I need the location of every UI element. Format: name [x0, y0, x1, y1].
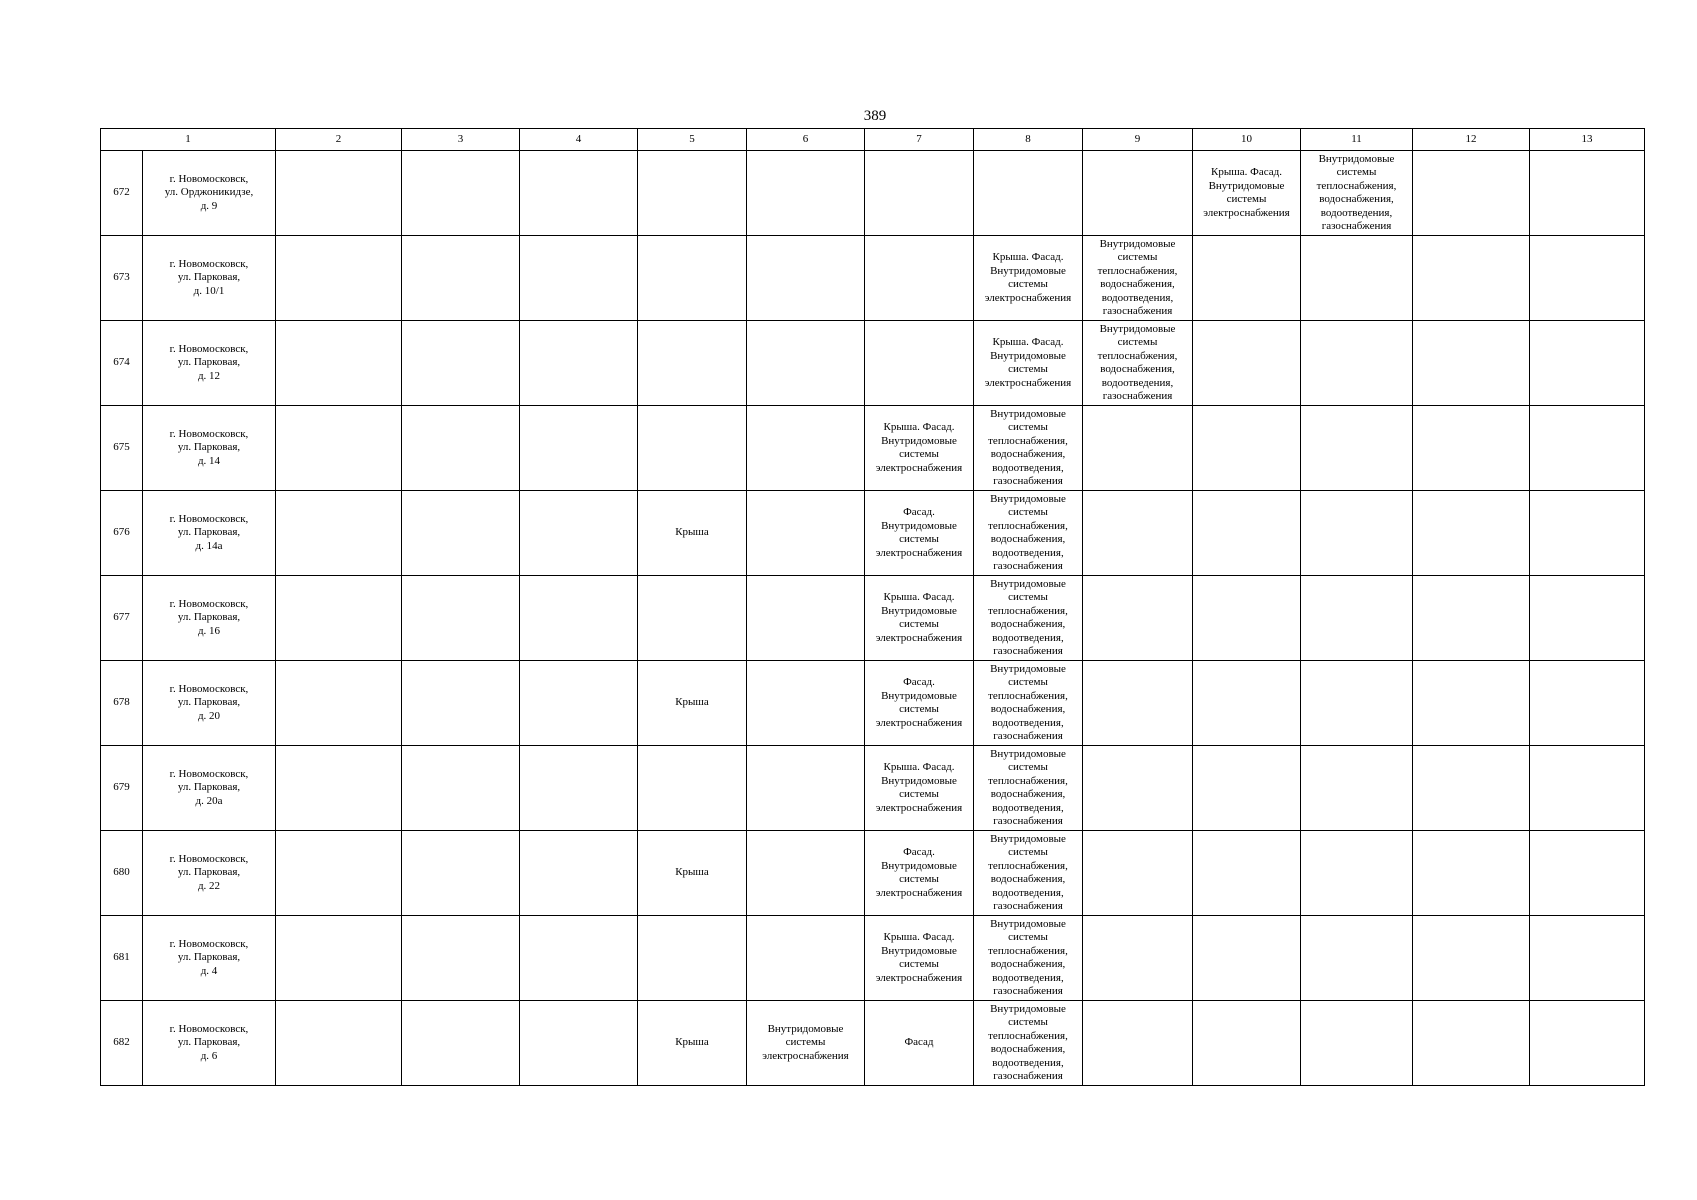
cell-col-13	[1530, 661, 1645, 746]
cell-col-8	[974, 321, 1083, 406]
table-row	[101, 406, 1645, 491]
address-cell	[143, 236, 276, 321]
cell-col-2	[276, 746, 402, 831]
cell-col-10	[1193, 576, 1301, 661]
cell-col-8-text: Крыша. Фасад. Внутридомовые системы электроснабжения	[984, 251, 1072, 304]
cell-col-2	[276, 151, 402, 236]
cell-col-8-text: Внутридомовые системы теплоснабжения, водоснабжения, водоотведения, газоснабжения	[988, 747, 1068, 827]
column-header-8	[974, 129, 1083, 151]
cell-col-11	[1301, 236, 1413, 321]
cell-col-10	[1193, 321, 1301, 406]
cell-col-2	[276, 1001, 402, 1086]
row-number-text: 676	[113, 526, 130, 539]
address-cell-text: г. Новомосковск, ул. Парковая, д. 12	[169, 342, 249, 382]
row-number	[101, 661, 143, 746]
cell-col-9-text: Внутридомовые системы теплоснабжения, водоснабжения, водоотведения, газоснабжения	[1097, 322, 1178, 402]
cell-col-11	[1301, 491, 1413, 576]
cell-col-3	[402, 661, 520, 746]
address-cell-text: г. Новомосковск, ул. Парковая, д. 22	[169, 852, 249, 892]
column-header-3-text: 3	[457, 132, 464, 145]
cell-col-5	[638, 491, 747, 576]
cell-col-3	[402, 406, 520, 491]
cell-col-7	[865, 321, 974, 406]
row-number-text: 675	[113, 441, 130, 454]
cell-col-2	[276, 916, 402, 1001]
address-cell-text: г. Новомосковск, ул. Парковая, д. 6	[169, 1022, 249, 1062]
cell-col-13	[1530, 831, 1645, 916]
row-number	[101, 831, 143, 916]
cell-col-5	[638, 236, 747, 321]
cell-col-12	[1413, 576, 1530, 661]
cell-col-13	[1530, 151, 1645, 236]
cell-col-7	[865, 916, 974, 1001]
cell-col-3	[402, 321, 520, 406]
cell-col-8-text: Внутридомовые системы теплоснабжения, водоснабжения, водоотведения, газоснабжения	[988, 1002, 1068, 1082]
cell-col-8	[974, 1001, 1083, 1086]
row-number	[101, 916, 143, 1001]
cell-col-8	[974, 746, 1083, 831]
address-cell	[143, 1001, 276, 1086]
cell-col-5	[638, 1001, 747, 1086]
cell-col-6	[747, 321, 865, 406]
cell-col-6	[747, 746, 865, 831]
column-header-6-text: 6	[802, 132, 809, 145]
cell-col-7-text: Крыша. Фасад. Внутридомовые системы электроснабжения	[875, 421, 963, 474]
address-cell	[143, 831, 276, 916]
address-cell-text: г. Новомосковск, ул. Парковая, д. 20	[169, 682, 249, 722]
cell-col-13	[1530, 321, 1645, 406]
cell-col-3	[402, 916, 520, 1001]
cell-col-4	[520, 916, 638, 1001]
cell-col-2	[276, 831, 402, 916]
cell-col-4	[520, 1001, 638, 1086]
table-row	[101, 491, 1645, 576]
cell-col-5	[638, 916, 747, 1001]
cell-col-4	[520, 236, 638, 321]
row-number	[101, 236, 143, 321]
cell-col-4	[520, 151, 638, 236]
cell-col-7	[865, 746, 974, 831]
row-number	[101, 576, 143, 661]
column-header-9	[1083, 129, 1193, 151]
cell-col-8	[974, 406, 1083, 491]
cell-col-13	[1530, 236, 1645, 321]
address-cell	[143, 151, 276, 236]
cell-col-8	[974, 576, 1083, 661]
cell-col-4	[520, 491, 638, 576]
cell-col-11	[1301, 1001, 1413, 1086]
address-cell	[143, 406, 276, 491]
table-row	[101, 576, 1645, 661]
cell-col-5	[638, 576, 747, 661]
cell-col-4	[520, 661, 638, 746]
table-row	[101, 151, 1645, 236]
cell-col-13	[1530, 1001, 1645, 1086]
cell-col-7	[865, 406, 974, 491]
address-cell-text: г. Новомосковск, ул. Парковая, д. 20а	[169, 767, 249, 807]
cell-col-11-text: Внутридомовые системы теплоснабжения, водоснабжения, водоотведения, газоснабжения	[1316, 152, 1397, 232]
cell-col-12	[1413, 151, 1530, 236]
cell-col-3	[402, 746, 520, 831]
column-header-8-text: 8	[1025, 132, 1031, 145]
cell-col-11	[1301, 576, 1413, 661]
cell-col-9	[1083, 661, 1193, 746]
cell-col-5	[638, 831, 747, 916]
column-header-4-text: 4	[575, 132, 582, 145]
cell-col-12	[1413, 916, 1530, 1001]
column-header-12	[1413, 129, 1530, 151]
cell-col-2	[276, 491, 402, 576]
cell-col-9	[1083, 1001, 1193, 1086]
cell-col-6	[747, 661, 865, 746]
cell-col-8	[974, 661, 1083, 746]
cell-col-9	[1083, 831, 1193, 916]
cell-col-4	[520, 831, 638, 916]
cell-col-10	[1193, 236, 1301, 321]
cell-col-10	[1193, 151, 1301, 236]
table-row	[101, 746, 1645, 831]
cell-col-5-text: Крыша	[675, 526, 709, 539]
address-cell-text: г. Новомосковск, ул. Орджоникидзе, д. 9	[164, 172, 254, 212]
cell-col-6	[747, 236, 865, 321]
row-number	[101, 1001, 143, 1086]
cell-col-9	[1083, 406, 1193, 491]
column-header-5	[638, 129, 747, 151]
cell-col-5-text: Крыша	[675, 866, 709, 879]
cell-col-13	[1530, 406, 1645, 491]
address-cell-text: г. Новомосковск, ул. Парковая, д. 4	[169, 937, 249, 977]
cell-col-13	[1530, 746, 1645, 831]
cell-col-8-text: Внутридомовые системы теплоснабжения, водоснабжения, водоотведения, газоснабжения	[988, 577, 1068, 657]
address-cell	[143, 576, 276, 661]
table-row	[101, 661, 1645, 746]
row-number-text: 678	[113, 696, 130, 709]
cell-col-7	[865, 151, 974, 236]
column-header-11	[1301, 129, 1413, 151]
column-header-1	[101, 129, 276, 151]
address-cell-text: г. Новомосковск, ул. Парковая, д. 10/1	[169, 257, 249, 297]
cell-col-7-text: Фасад. Внутридомовые системы электроснабжения	[875, 676, 963, 729]
cell-col-8	[974, 491, 1083, 576]
cell-col-12	[1413, 831, 1530, 916]
row-number-text: 673	[113, 271, 130, 284]
cell-col-11	[1301, 746, 1413, 831]
column-header-10-text: 10	[1241, 132, 1252, 145]
column-header-7	[865, 129, 974, 151]
column-header-5-text: 5	[689, 132, 695, 145]
cell-col-7-text: Фасад. Внутридомовые системы электроснабжения	[875, 846, 963, 899]
cell-col-7	[865, 1001, 974, 1086]
cell-col-3	[402, 491, 520, 576]
cell-col-9	[1083, 151, 1193, 236]
cell-col-13	[1530, 576, 1645, 661]
column-header-13-text: 13	[1581, 132, 1593, 145]
address-cell-text: г. Новомосковск, ул. Парковая, д. 16	[169, 597, 249, 637]
row-number-text: 681	[113, 951, 130, 964]
cell-col-3	[402, 1001, 520, 1086]
row-number-text: 680	[113, 866, 130, 879]
cell-col-3	[402, 236, 520, 321]
cell-col-6	[747, 406, 865, 491]
cell-col-8-text: Крыша. Фасад. Внутридомовые системы электроснабжения	[984, 336, 1072, 389]
cell-col-5-text: Крыша	[675, 1036, 709, 1049]
column-header-10	[1193, 129, 1301, 151]
cell-col-7	[865, 236, 974, 321]
column-header-12-text: 12	[1465, 132, 1477, 145]
cell-col-8-text: Внутридомовые системы теплоснабжения, водоснабжения, водоотведения, газоснабжения	[988, 662, 1068, 742]
cell-col-9	[1083, 236, 1193, 321]
cell-col-10	[1193, 1001, 1301, 1086]
cell-col-10	[1193, 746, 1301, 831]
column-header-6	[747, 129, 865, 151]
cell-col-12	[1413, 491, 1530, 576]
row-number-text: 677	[113, 611, 130, 624]
cell-col-12	[1413, 746, 1530, 831]
cell-col-5	[638, 661, 747, 746]
repair-schedule-table	[100, 128, 1645, 1086]
row-number	[101, 491, 143, 576]
cell-col-6	[747, 576, 865, 661]
address-cell	[143, 491, 276, 576]
table-row	[101, 916, 1645, 1001]
cell-col-6	[747, 491, 865, 576]
column-header-2	[276, 129, 402, 151]
cell-col-12	[1413, 321, 1530, 406]
address-cell	[143, 746, 276, 831]
cell-col-9	[1083, 916, 1193, 1001]
cell-col-5	[638, 406, 747, 491]
cell-col-13	[1530, 916, 1645, 1001]
cell-col-13	[1530, 491, 1645, 576]
cell-col-2	[276, 321, 402, 406]
row-number	[101, 321, 143, 406]
column-header-row	[101, 129, 1645, 151]
cell-col-8-text: Внутридомовые системы теплоснабжения, водоснабжения, водоотведения, газоснабжения	[988, 492, 1068, 572]
cell-col-9	[1083, 321, 1193, 406]
address-cell	[143, 916, 276, 1001]
cell-col-12	[1413, 1001, 1530, 1086]
address-cell	[143, 321, 276, 406]
cell-col-10-text: Крыша. Фасад. Внутридомовые системы электроснабжения	[1203, 166, 1290, 219]
cell-col-8-text: Внутридомовые системы теплоснабжения, водоснабжения, водоотведения, газоснабжения	[988, 917, 1068, 997]
cell-col-7-text: Крыша. Фасад. Внутридомовые системы электроснабжения	[875, 931, 963, 984]
table-row	[101, 321, 1645, 406]
cell-col-10	[1193, 916, 1301, 1001]
cell-col-7	[865, 831, 974, 916]
row-number	[101, 406, 143, 491]
table-row	[101, 236, 1645, 321]
address-cell	[143, 661, 276, 746]
row-number	[101, 151, 143, 236]
cell-col-2	[276, 406, 402, 491]
cell-col-9	[1083, 746, 1193, 831]
cell-col-8	[974, 151, 1083, 236]
cell-col-10	[1193, 491, 1301, 576]
cell-col-4	[520, 746, 638, 831]
row-number-text: 674	[113, 356, 130, 369]
cell-col-2	[276, 661, 402, 746]
cell-col-9	[1083, 491, 1193, 576]
row-number-text: 679	[113, 781, 130, 794]
cell-col-5-text: Крыша	[675, 696, 709, 709]
cell-col-8-text: Внутридомовые системы теплоснабжения, водоснабжения, водоотведения, газоснабжения	[988, 407, 1068, 487]
cell-col-3	[402, 151, 520, 236]
cell-col-5	[638, 321, 747, 406]
cell-col-7-text: Крыша. Фасад. Внутридомовые системы электроснабжения	[875, 591, 963, 644]
cell-col-12	[1413, 406, 1530, 491]
column-header-7-text: 7	[916, 132, 922, 145]
cell-col-7-text: Крыша. Фасад. Внутридомовые системы электроснабжения	[875, 761, 963, 814]
column-header-13	[1530, 129, 1645, 151]
table-row	[101, 1001, 1645, 1086]
address-cell-text: г. Новомосковск, ул. Парковая, д. 14	[169, 427, 249, 467]
cell-col-9	[1083, 576, 1193, 661]
cell-col-12	[1413, 661, 1530, 746]
cell-col-4	[520, 406, 638, 491]
column-header-9-text: 9	[1134, 132, 1141, 145]
cell-col-2	[276, 576, 402, 661]
column-header-3	[402, 129, 520, 151]
cell-col-3	[402, 576, 520, 661]
cell-col-11	[1301, 831, 1413, 916]
cell-col-11	[1301, 321, 1413, 406]
cell-col-3	[402, 831, 520, 916]
row-number-text: 672	[113, 186, 130, 199]
cell-col-6	[747, 151, 865, 236]
cell-col-8	[974, 916, 1083, 1001]
table-body	[101, 129, 1645, 1086]
cell-col-9-text: Внутридомовые системы теплоснабжения, водоснабжения, водоотведения, газоснабжения	[1097, 237, 1178, 317]
cell-col-6	[747, 1001, 865, 1086]
cell-col-11	[1301, 151, 1413, 236]
cell-col-6-text: Внутридомовые системы электроснабжения	[762, 1022, 849, 1062]
cell-col-8	[974, 831, 1083, 916]
cell-col-8-text: Внутридомовые системы теплоснабжения, водоснабжения, водоотведения, газоснабжения	[988, 832, 1068, 912]
cell-col-10	[1193, 406, 1301, 491]
cell-col-5	[638, 746, 747, 831]
cell-col-10	[1193, 661, 1301, 746]
cell-col-11	[1301, 661, 1413, 746]
address-cell-text: г. Новомосковск, ул. Парковая, д. 14а	[169, 512, 249, 552]
cell-col-2	[276, 236, 402, 321]
cell-col-8	[974, 236, 1083, 321]
cell-col-7	[865, 491, 974, 576]
cell-col-4	[520, 576, 638, 661]
row-number-text: 682	[113, 1036, 130, 1049]
cell-col-6	[747, 831, 865, 916]
cell-col-11	[1301, 916, 1413, 1001]
cell-col-7	[865, 576, 974, 661]
row-number	[101, 746, 143, 831]
cell-col-11	[1301, 406, 1413, 491]
cell-col-7-text: Фасад	[904, 1036, 934, 1049]
cell-col-10	[1193, 831, 1301, 916]
column-header-11-text: 11	[1351, 132, 1362, 145]
column-header-1-text: 1	[185, 132, 191, 145]
table-row	[101, 831, 1645, 916]
cell-col-12	[1413, 236, 1530, 321]
column-header-2-text: 2	[335, 132, 342, 145]
cell-col-5	[638, 151, 747, 236]
page-number: 389	[863, 108, 887, 124]
cell-col-6	[747, 916, 865, 1001]
cell-col-7	[865, 661, 974, 746]
column-header-4	[520, 129, 638, 151]
cell-col-7-text: Фасад. Внутридомовые системы электроснабжения	[875, 506, 963, 559]
cell-col-4	[520, 321, 638, 406]
